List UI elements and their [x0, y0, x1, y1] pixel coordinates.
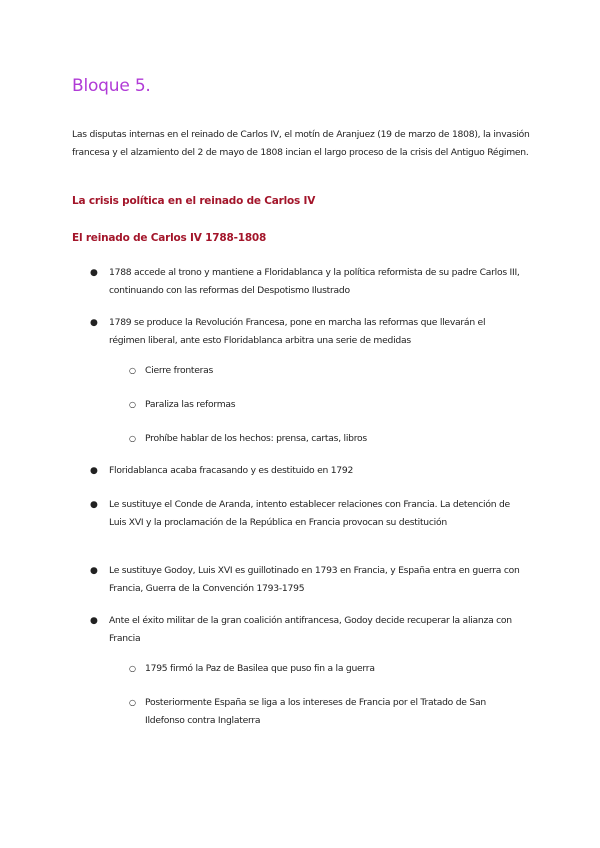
list-item: Le sustituye Godoy, Luis XVI es guillotinado en 1793 en Francia, y España entra en guerra con Francia, Guerra de la Convención 1793-1795	[109, 565, 520, 594]
sub-list-item: Paraliza las reformas	[145, 399, 236, 410]
list-item: Le sustituye el Conde de Aranda, intento establecer relaciones con Francia. La detención de Luis XVI y la proclamación de la República en Francia provocan su destitución	[109, 499, 510, 528]
sub-list-item: Cierre fronteras	[145, 365, 214, 376]
bullet-icon: ●	[90, 466, 98, 476]
sub-list-item: Posteriormente España se liga a los intereses de Francia por el Tratado de San Ildefonso contra Inglaterra	[145, 697, 486, 726]
list-item: 1788 accede al trono y mantiene a Floridablanca y la política reformista de su padre Carlos III, continuando con las reformas del Despotismo Ilustrado	[109, 267, 520, 296]
sub-bullet-icon: ○	[129, 400, 136, 409]
intro-paragraph: Las disputas internas en el reinado de Carlos IV, el motín de Aranjuez (19 de marzo de 1808), la invasión francesa y el alzamiento del 2 de mayo de 1808 incian el largo proceso de la crisis del Antiguo Régimen.	[72, 129, 530, 158]
sub-bullet-icon: ○	[129, 434, 136, 443]
section-heading: La crisis política en el reinado de Carlos IV	[72, 195, 316, 207]
bullet-icon: ●	[90, 500, 98, 510]
bullet-icon: ●	[90, 318, 98, 328]
sub-list-item: Prohíbe hablar de los hechos: prensa, cartas, libros	[145, 433, 367, 444]
bullet-icon: ●	[90, 566, 98, 576]
sub-bullet-icon: ○	[129, 664, 136, 673]
bullet-icon: ●	[90, 616, 98, 626]
subheading: El reinado de Carlos IV 1788-1808	[72, 232, 267, 244]
list-item: Ante el éxito militar de la gran coalición antifrancesa, Godoy decide recuperar la alianza con Francia	[109, 615, 512, 644]
sub-bullet-icon: ○	[129, 366, 136, 375]
sub-list-item: 1795 firmó la Paz de Basilea que puso fin a la guerra	[145, 663, 375, 674]
bullet-icon: ●	[90, 268, 98, 278]
sub-bullet-icon: ○	[129, 698, 136, 707]
page-title: Bloque 5.	[72, 76, 151, 96]
list-item: 1789 se produce la Revolución Francesa, pone en marcha las reformas que llevarán el régimen liberal, ante esto Floridablanca arbitra una serie de medidas	[109, 317, 486, 346]
list-item: Floridablanca acaba fracasando y es destituido en 1792	[109, 465, 354, 476]
